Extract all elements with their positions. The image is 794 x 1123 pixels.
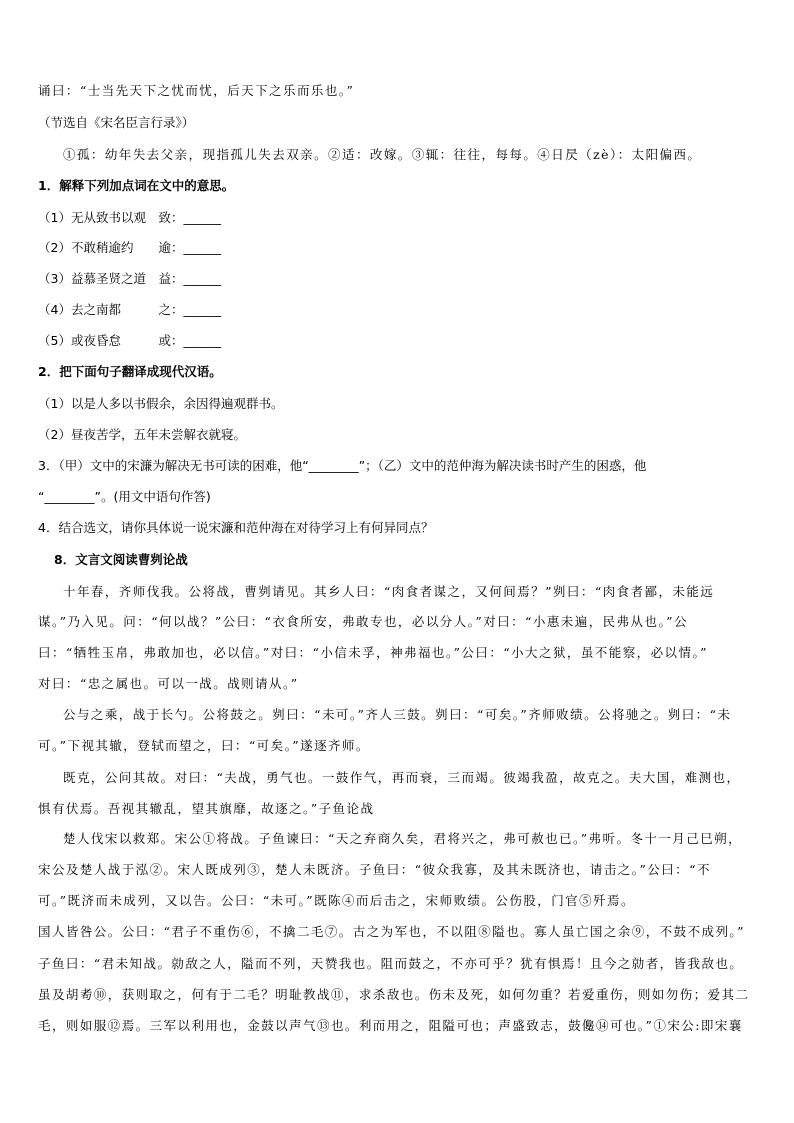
question-2-item: （1）以是人多以书假余，余因得遍观群书。 <box>38 396 284 411</box>
section-8-heading: 8．文言文阅读曹刿论战 <box>54 552 188 567</box>
passage-line: 惧有伏焉。吾视其辙乱，望其旗靡，故逐之。”子鱼论战 <box>38 801 375 816</box>
source-note: （节选自《宋名臣言行录》） <box>38 115 195 130</box>
footnotes: ①孤：幼年失去父亲，现指孤儿失去双亲。②适：改嫁。③辄：往往，每每。④日昃（zè）：太阳偏西。 <box>63 147 702 162</box>
passage-line: 对曰：“忠之属也。可以一战。战则请从。” <box>38 676 299 691</box>
passage-line: 国人皆咎公。公曰：“君子不重伤⑥，不擒二毛⑦。古之为军也，不以阻⑧隘也。寡人虽亡国之余⑨，不鼓不成列。” <box>38 924 745 939</box>
question-1-item: （4）去之南都 之：______ <box>38 302 221 317</box>
passage-line: 可。”既济而未成列，又以告。公曰：“未可。”既陈④而后击之，宋师败绩。公伤股，门官⑤歼焉。 <box>38 893 635 908</box>
question-1-item: （1）无从致书以观 致：______ <box>38 210 221 225</box>
question-2-item: （2）昼夜苦学，五年未尝解衣就寝。 <box>38 427 246 442</box>
question-3-line: “________”。(用文中语句作答) <box>38 489 211 504</box>
passage-line: 公与之乘，战于长勺。公将鼓之。刿曰：“未可。”齐人三鼓。刿曰：“可矣。”齐师败绩。公将驰之。刿曰：“未 <box>63 707 732 722</box>
question-1-title: 1．解释下列加点词在文中的意思。 <box>38 178 235 193</box>
passage-line: 宋公及楚人战于泓②。宋人既成列③，楚人未既济。子鱼曰：“彼众我寡，及其未既济也，请击之。”公曰：“不 <box>38 862 711 877</box>
quote-line: 诵曰：“士当先天下之忧而忧，后天下之乐而乐也。” <box>38 83 355 98</box>
question-1-item: （3）益慕圣贤之道 益：______ <box>38 271 221 286</box>
passage-line: 曰：“牺牲玉帛，弗敢加也，必以信。”对曰：“小信未孚，神弗福也。”公曰：“小大之狱，虽不能察，必以情。” <box>38 645 708 660</box>
passage-line: 楚人伐宋以救郑。宋公①将战。子鱼谏曰：“天之弃商久矣，君将兴之，弗可赦也已。”弗听。冬十一月己巳朔， <box>63 831 743 846</box>
passage-line: 十年春，齐师伐我。公将战，曹刿请见。其乡人曰：“肉食者谋之，又何间焉？”刿曰：“肉食者鄙，未能远 <box>63 584 715 599</box>
question-2-title: 2．把下面句子翻译成现代汉语。 <box>38 364 222 379</box>
passage-line: 可。”下视其辙，登轼而望之，曰：“可矣。”遂逐齐师。 <box>38 738 370 753</box>
question-4-title: 4．结合选文，请你具体说一说宋濂和范仲海在对待学习上有何异同点？ <box>38 520 434 535</box>
passage-line: 谋。”乃入见。问：“何以战？”公曰：“衣食所安，弗敢专也，必以分人。”对曰：“小惠未遍，民弗从也。”公 <box>38 614 688 629</box>
question-1-item: （2）不敢稍逾约 逾：______ <box>38 240 221 255</box>
question-1-item: （5）或夜昏怠 或：______ <box>38 333 221 348</box>
question-3-line: 3．（甲）文中的宋濂为解决无书可读的困难，他“________”；（乙）文中的范仲海为解决读书时产生的困惑，他 <box>38 458 647 473</box>
passage-line: 虽及胡耇⑩，获则取之，何有于二毛？明耻教战⑪，求杀敌也。伤未及死，如何勿重？若爱重伤，则如勿伤；爱其二 <box>38 987 750 1002</box>
passage-line: 毛，则如服⑫焉。三军以利用也，金鼓以声气⑬也。利而用之，阻隘可也；声盛致志，鼓儳⑭可也。”①宋公:即宋襄 <box>38 1018 743 1033</box>
passage-line: 子鱼曰：“君未知战。勍敌之人，隘而不列，天赞我也。阻而鼓之，不亦可乎？犹有惧焉！且今之勍者，皆我敌也。 <box>38 956 744 971</box>
passage-line: 既克，公问其故。对曰：“夫战，勇气也。一鼓作气，再而衰，三而竭。彼竭我盈，故克之。夫大国，难测也， <box>63 770 741 785</box>
